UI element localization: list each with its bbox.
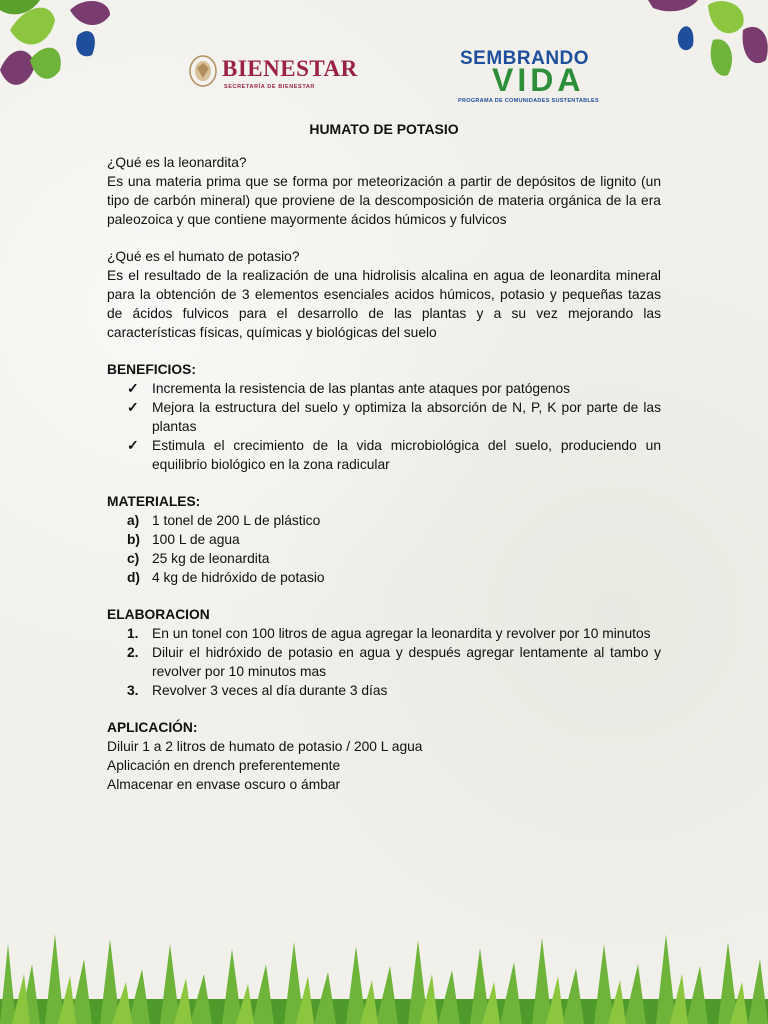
check-icon: ✓ [127,381,139,396]
list-item [107,511,661,530]
list-item [107,436,661,474]
vida-text: VIDA [492,62,585,98]
sembrando-text: SEMBRANDO [460,48,590,69]
beneficio-text: Mejora la estructura del suelo y optimiza la absorción de N, P, K por parte de las plantas [152,400,661,434]
step-text: En un tonel con 100 litros de agua agregar la leonardita y revolver por 10 minutos [152,626,651,641]
material-text: 4 kg de hidróxido de potasio [152,570,325,585]
spacer [107,587,661,605]
list-marker: b) [127,532,141,547]
list-item [107,568,661,587]
bienestar-brand-text: BIENESTAR [222,56,358,81]
materiales-list [107,511,661,587]
check-icon: ✓ [127,438,139,453]
aplicacion-line: Almacenar en envase oscuro o ámbar [107,777,341,792]
bienestar-subtitle: SECRETARÍA DE BIENESTAR [224,84,316,90]
material-text: 25 kg de leonardita [152,551,270,566]
leaves-decoration-top-left [0,0,140,110]
spacer [107,474,661,492]
answer-leonardita: Es una materia prima que se forma por meteorización a partir de depósitos de lignito (un tipo de carbón mineral) que proviene de la descomposición de materia orgánica de la era paleozoica y que contiene mayormente ácidos húmicos y fulvicos [107,174,661,227]
document-title: HUMATO DE POTASIO [309,121,459,137]
step-text: Revolver 3 veces al día durante 3 días [152,683,388,698]
mexico-seal-icon [188,54,218,88]
answer-humato: Es el resultado de la realización de una hidrolisis alcalina en agua de leonardita mineral para la obtención de 3 elementos esenciales acidos húmicos, potasio y pequeñas tazas de ácidos fulvicos para el desarrollo de las plantas y a su vez mejorando las características físicas, químicas y biológicas del suelo [107,268,661,340]
list-item [107,379,661,398]
list-marker: 3. [127,683,139,698]
beneficios-list [107,379,661,474]
beneficio-text: Incrementa la resistencia de las plantas ante ataques por patógenos [152,381,571,396]
material-text: 1 tonel de 200 L de plástico [152,513,321,528]
question-humato: ¿Qué es el humato de potasio? [107,249,300,264]
step-text: Diluir el hidróxido de potasio en agua y después agregar lentamente al tambo y revolver por 10 minutos mas [152,645,661,679]
document-body [107,120,661,794]
list-marker: c) [127,551,140,566]
list-item [107,681,661,700]
aplicacion-line: Aplicación en drench preferentemente [107,758,341,773]
grass-decoration-bottom [0,904,768,1024]
list-marker: 2. [127,645,139,660]
programa-subtitle: PROGRAMA DE COMUNIDADES SUSTENTABLES [458,98,599,104]
aplicacion-line: Diluir 1 a 2 litros de humato de potasio / 200 L agua [107,739,423,754]
beneficios-heading: BENEFICIOS: [107,362,196,377]
list-marker: a) [127,513,140,528]
beneficio-text: Estimula el crecimiento de la vida microbiológica del suelo, produciendo un equilibrio biológico en la zona radicular [152,438,661,472]
check-icon: ✓ [127,400,139,415]
list-item [107,643,661,681]
sembrando-vida-logo [452,46,604,108]
bienestar-logo [188,54,358,94]
list-item [107,624,661,643]
material-text: 100 L de agua [152,532,240,547]
spacer [107,229,661,247]
materiales-heading: MATERIALES: [107,494,201,509]
elaboracion-heading: ELABORACION [107,607,210,622]
list-item [107,398,661,436]
list-marker: 1. [127,626,139,641]
spacer [107,342,661,360]
question-leonardita: ¿Qué es la leonardita? [107,155,247,170]
list-marker: d) [127,570,141,585]
list-item [107,549,661,568]
spacer [107,700,661,718]
aplicacion-heading: APLICACIÓN: [107,720,198,735]
elaboracion-list [107,624,661,700]
list-item [107,530,661,549]
leaves-decoration-top-right [648,0,768,100]
